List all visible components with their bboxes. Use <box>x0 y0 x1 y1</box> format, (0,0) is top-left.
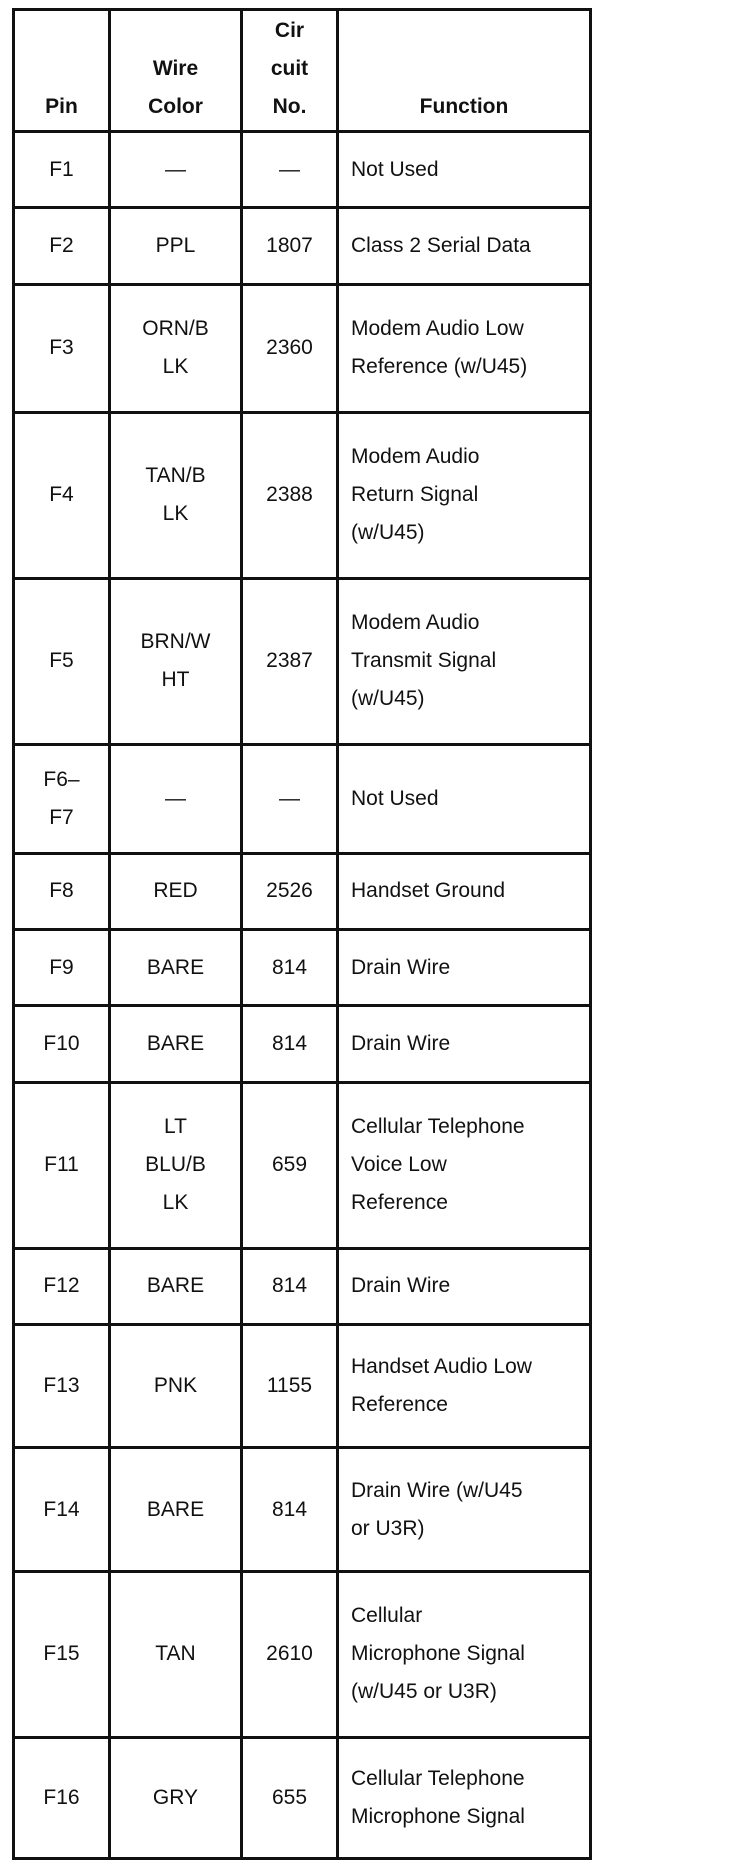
circuit-cell: 1807 <box>242 208 338 284</box>
function-cell: Drain Wire <box>338 1006 591 1082</box>
wire-color-cell: LT BLU/B LK <box>110 1082 242 1248</box>
wire-color-cell: PNK <box>110 1324 242 1448</box>
pin-cell: F6– F7 <box>14 744 110 853</box>
circuit-cell: 2387 <box>242 578 338 744</box>
circuit-cell: 655 <box>242 1737 338 1858</box>
pin-cell: F11 <box>14 1082 110 1248</box>
function-cell: Cellular Microphone Signal (w/U45 or U3R) <box>338 1571 591 1737</box>
table-row <box>14 208 591 284</box>
pin-cell: F9 <box>14 930 110 1006</box>
table-row <box>14 853 591 929</box>
circuit-cell: 2360 <box>242 284 338 412</box>
table-row <box>14 1082 591 1248</box>
circuit-cell: 814 <box>242 1248 338 1324</box>
pin-cell: F4 <box>14 412 110 578</box>
pin-table <box>12 8 592 1860</box>
function-cell: Drain Wire <box>338 1248 591 1324</box>
function-cell: Not Used <box>338 132 591 208</box>
circuit-cell: — <box>242 744 338 853</box>
header-row <box>14 10 591 132</box>
wire-color-cell: RED <box>110 853 242 929</box>
function-cell: Cellular Telephone Microphone Signal <box>338 1737 591 1858</box>
function-cell: Not Used <box>338 744 591 853</box>
pin-cell: F5 <box>14 578 110 744</box>
table-row <box>14 412 591 578</box>
table-row <box>14 930 591 1006</box>
function-cell: Modem Audio Return Signal (w/U45) <box>338 412 591 578</box>
function-cell: Class 2 Serial Data <box>338 208 591 284</box>
wire-color-cell: TAN <box>110 1571 242 1737</box>
function-cell: Modem Audio Transmit Signal (w/U45) <box>338 578 591 744</box>
function-cell: Handset Audio Low Reference <box>338 1324 591 1448</box>
wire-color-cell: BRN/W HT <box>110 578 242 744</box>
circuit-cell: 659 <box>242 1082 338 1248</box>
circuit-cell: — <box>242 132 338 208</box>
circuit-cell: 814 <box>242 930 338 1006</box>
pin-cell: F14 <box>14 1448 110 1572</box>
table-row <box>14 1571 591 1737</box>
pin-cell: F8 <box>14 853 110 929</box>
wire-color-cell: BARE <box>110 1248 242 1324</box>
pin-cell: F12 <box>14 1248 110 1324</box>
wire-color-cell: BARE <box>110 1448 242 1572</box>
wire-color-cell: GRY <box>110 1737 242 1858</box>
wire-color-cell: — <box>110 744 242 853</box>
header-circuit-no: Cir cuit No. <box>242 10 338 132</box>
pin-cell: F3 <box>14 284 110 412</box>
table-row <box>14 1448 591 1572</box>
function-cell: Drain Wire (w/U45 or U3R) <box>338 1448 591 1572</box>
function-cell: Cellular Telephone Voice Low Reference <box>338 1082 591 1248</box>
header-wire-color: Wire Color <box>110 10 242 132</box>
function-cell: Modem Audio Low Reference (w/U45) <box>338 284 591 412</box>
circuit-cell: 2526 <box>242 853 338 929</box>
wire-color-cell: TAN/B LK <box>110 412 242 578</box>
circuit-cell: 2610 <box>242 1571 338 1737</box>
table-row <box>14 1737 591 1858</box>
table-row <box>14 578 591 744</box>
pin-cell: F10 <box>14 1006 110 1082</box>
circuit-cell: 2388 <box>242 412 338 578</box>
table-row <box>14 1006 591 1082</box>
pin-cell: F15 <box>14 1571 110 1737</box>
table-row <box>14 284 591 412</box>
header-function: Function <box>338 10 591 132</box>
pin-cell: F16 <box>14 1737 110 1858</box>
function-cell: Drain Wire <box>338 930 591 1006</box>
wire-color-cell: BARE <box>110 1006 242 1082</box>
circuit-cell: 1155 <box>242 1324 338 1448</box>
pin-cell: F1 <box>14 132 110 208</box>
table-row <box>14 744 591 853</box>
table-row <box>14 1324 591 1448</box>
pin-cell: F2 <box>14 208 110 284</box>
wire-color-cell: BARE <box>110 930 242 1006</box>
wire-color-cell: PPL <box>110 208 242 284</box>
header-pin: Pin <box>14 10 110 132</box>
wire-color-cell: ORN/B LK <box>110 284 242 412</box>
circuit-cell: 814 <box>242 1006 338 1082</box>
circuit-cell: 814 <box>242 1448 338 1572</box>
table-row <box>14 132 591 208</box>
wire-color-cell: — <box>110 132 242 208</box>
pin-cell: F13 <box>14 1324 110 1448</box>
function-cell: Handset Ground <box>338 853 591 929</box>
table-row <box>14 1248 591 1324</box>
